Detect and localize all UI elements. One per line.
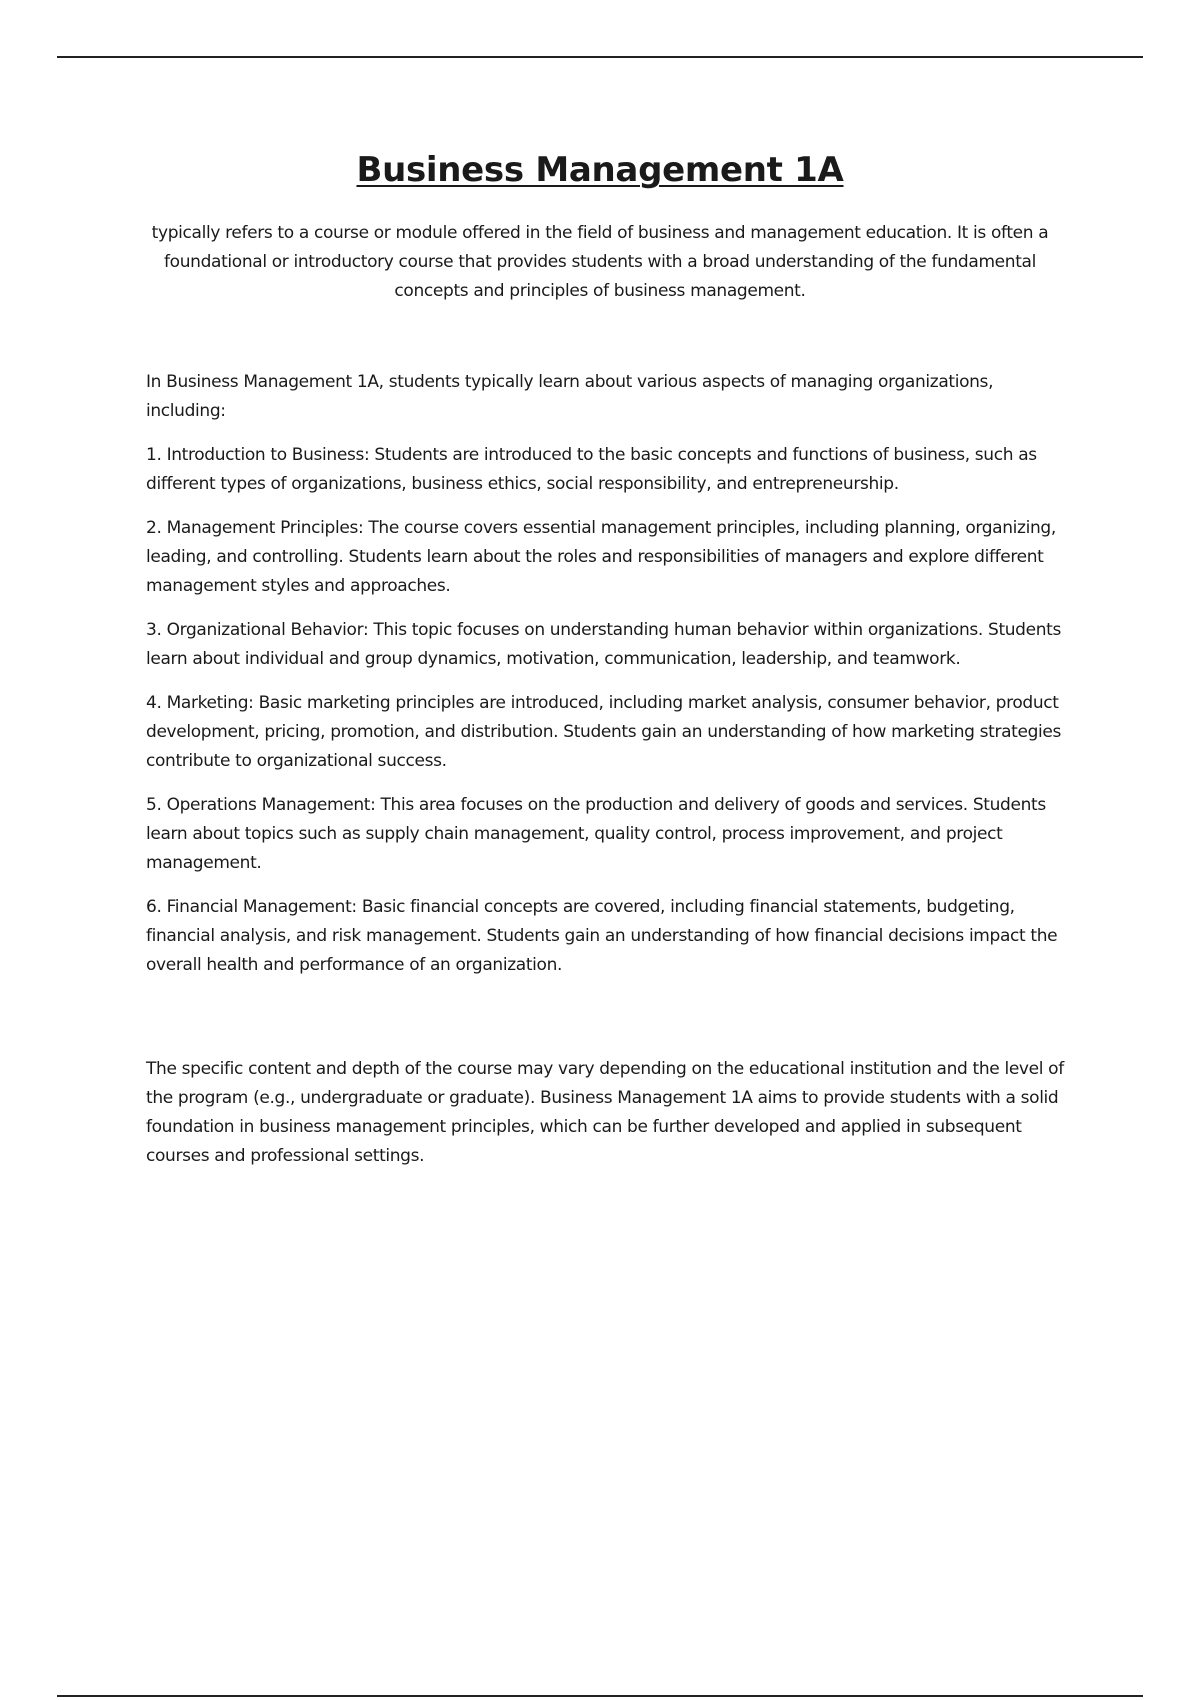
list-item: 2. Management Principles: The course covers essential management principles, including planning, organizing, leading, and controlling. Students learn about the roles and responsibilities of managers and explore different management styles and approaches. [146,518,1056,596]
list-item: 3. Organizational Behavior: This topic focuses on understanding human behavior within organizations. Students learn about individual and group dynamics, motivation, communication, leadership, and teamwork. [146,620,1061,669]
paragraph-spacer [146,995,1066,1055]
list-item: 4. Marketing: Basic marketing principles are introduced, including market analysis, consumer behavior, product development, pricing, promotion, and distribution. Students gain an understanding of how marketing strategies contribute to organizational success. [146,693,1062,771]
page-title: Business Management 1A [356,150,844,190]
conclusion-paragraph: The specific content and depth of the course may vary depending on the educational institution and the level of the program (e.g., undergraduate or graduate). Business Management 1A aims to provide students with a solid foundation in business management principles, which can be further developed and applied in subsequent courses and professional settings. [146,1059,1064,1166]
intro-paragraph: typically refers to a course or module offered in the field of business and management education. It is often a foundational or introductory course that provides students with a broad understanding of the fundamental concepts and principles of business management. [151,223,1049,301]
list-item: 6. Financial Management: Basic financial concepts are covered, including financial statements, budgeting, financial analysis, and risk management. Students gain an understanding of how financial decisions impact the overall health and performance of an organization. [146,897,1058,975]
header-rule [57,56,1143,58]
document-body [146,368,1066,1186]
list-item: 5. Operations Management: This area focuses on the production and delivery of goods and services. Students learn about topics such as supply chain management, quality control, process improvement, and project management. [146,795,1046,873]
list-item: 1. Introduction to Business: Students are introduced to the basic concepts and functions of business, such as different types of organizations, business ethics, social responsibility, and entrepreneurship. [146,445,1037,494]
footer-rule [57,1695,1143,1697]
lead-in-paragraph: In Business Management 1A, students typically learn about various aspects of managing organizations, including: [146,372,994,421]
